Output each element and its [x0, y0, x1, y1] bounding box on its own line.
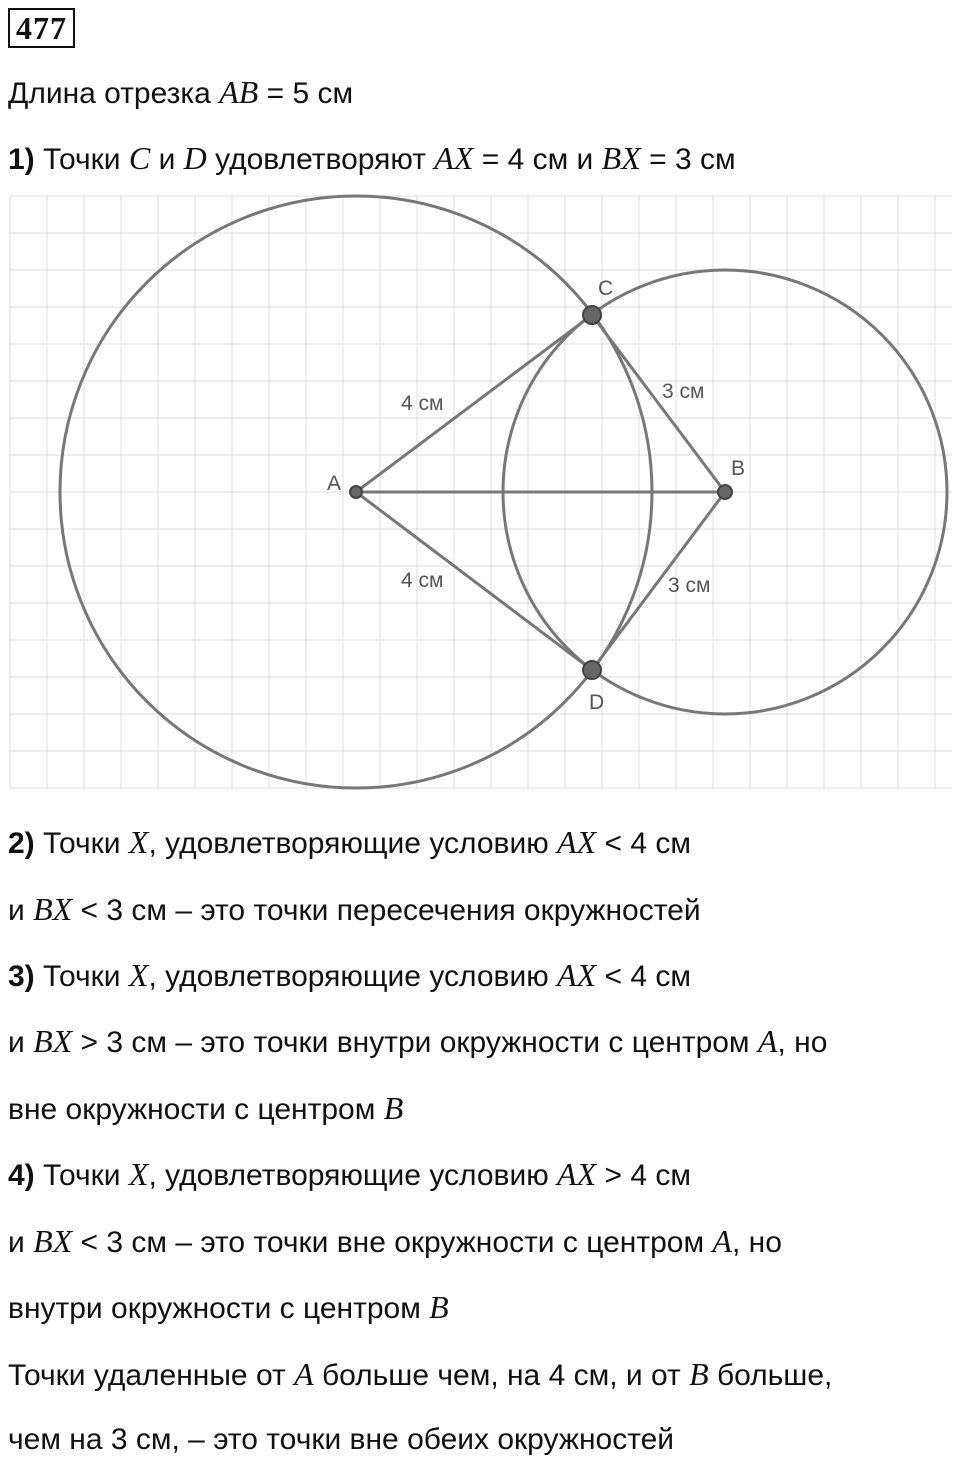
geometry-figure [0, 190, 960, 800]
point-c [583, 306, 601, 324]
point-d [583, 661, 601, 679]
paragraph-1: 1) Точки C и D удовлетворяют AX = 4 см и BX = 3 см [8, 140, 736, 176]
paragraph-2-line-1: 2) Точки X, удовлетворяющие условию AX < 4 см [8, 824, 691, 860]
segment-bc [592, 315, 725, 492]
point-b [718, 485, 732, 499]
label-b: B [731, 457, 746, 480]
label-a: A [327, 472, 342, 495]
paragraph-2-line-2: и BX < 3 см – это точки пересечения окружностей [8, 891, 701, 927]
paragraph-3-line-1: 3) Точки X, удовлетворяющие условию AX < 4 см [8, 957, 691, 993]
label-bc-length: 3 см [662, 380, 705, 403]
paragraph-4-line-3: внутри окружности с центром B [8, 1289, 449, 1325]
label-ac-length: 4 см [401, 392, 444, 415]
point-a [350, 486, 362, 498]
paragraph-5-line-2: чем на 3 см, – это точки вне обеих окружностей [8, 1423, 675, 1456]
label-c: C [598, 277, 614, 300]
paragraph-4-line-1: 4) Точки X, удовлетворяющие условию AX > 4 см [8, 1156, 691, 1192]
paragraph-4-line-2: и BX < 3 см – это точки вне окружности с центром A, но [8, 1223, 782, 1259]
paragraph-5-line-1: Точки удаленные от A больше чем, на 4 см, и от B больше, [8, 1356, 833, 1392]
segment-ad [356, 492, 592, 670]
task-number: 477 [8, 8, 75, 48]
intro-line: Длина отрезка AB = 5 см [8, 74, 354, 110]
label-bd-length: 3 см [668, 574, 711, 597]
paragraph-3-line-3: вне окружности с центром B [8, 1090, 404, 1126]
label-d: D [589, 691, 605, 714]
paragraph-3-line-2: и BX > 3 см – это точки внутри окружности с центром A, но [8, 1023, 828, 1059]
segment-ac [356, 315, 592, 492]
label-ad-length: 4 см [401, 569, 444, 592]
